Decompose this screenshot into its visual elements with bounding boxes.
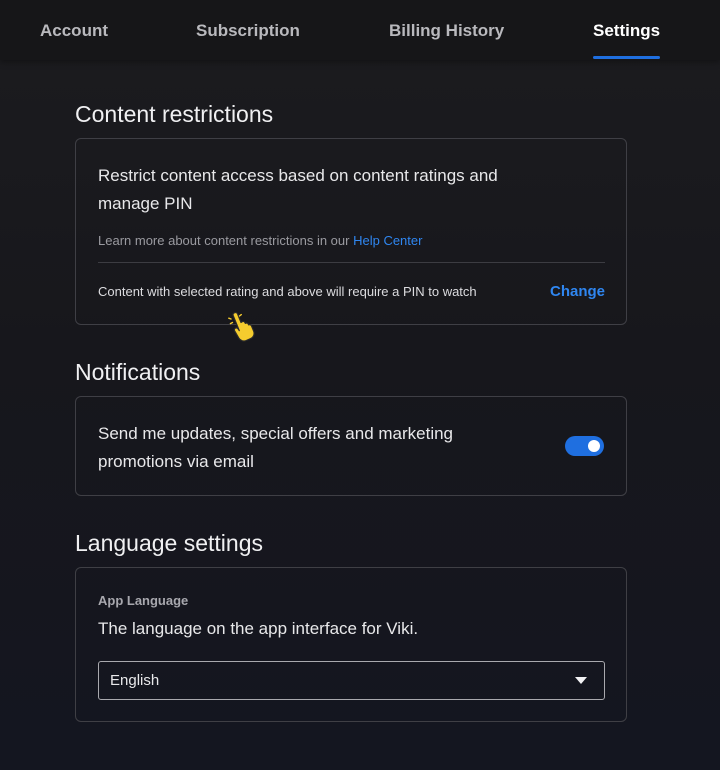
tab-account[interactable]: Account — [40, 21, 108, 40]
language-settings-card — [75, 567, 627, 722]
caret-down-icon — [575, 677, 587, 684]
language-settings-title: Language settings — [75, 530, 263, 556]
email-updates-toggle[interactable] — [565, 436, 604, 456]
card-divider — [98, 262, 605, 263]
pointing-hand-cursor-icon — [228, 310, 258, 342]
tab-settings[interactable]: Settings — [593, 0, 660, 60]
content-restrictions-title: Content restrictions — [75, 101, 274, 127]
settings-tab-bar — [0, 0, 720, 60]
help-center-prefix: Learn more about content restrictions in our — [98, 233, 354, 248]
help-center-note — [98, 233, 422, 248]
tab-billing-history[interactable]: Billing History — [389, 21, 505, 40]
content-restrictions-description: Restrict content access based on content ratings and manage PIN — [98, 166, 498, 213]
notifications-card — [75, 396, 627, 496]
pin-rating-note: Content with selected rating and above will require a PIN to watch — [98, 284, 477, 299]
change-rating-button[interactable]: Change — [549, 283, 605, 300]
tab-subscription[interactable]: Subscription — [196, 21, 300, 40]
app-language-label: App Language — [98, 593, 189, 608]
help-center-link[interactable]: Help Center — [353, 233, 423, 248]
app-language-select[interactable] — [98, 661, 605, 700]
toggle-knob — [588, 440, 600, 452]
email-updates-description: Send me updates, special offers and marketing promotions via email — [98, 424, 454, 471]
app-language-description: The language on the app interface for Viki. — [98, 619, 419, 638]
app-language-selected-value: English — [110, 672, 160, 689]
notifications-title: Notifications — [75, 359, 201, 385]
content-restrictions-card — [75, 138, 627, 325]
